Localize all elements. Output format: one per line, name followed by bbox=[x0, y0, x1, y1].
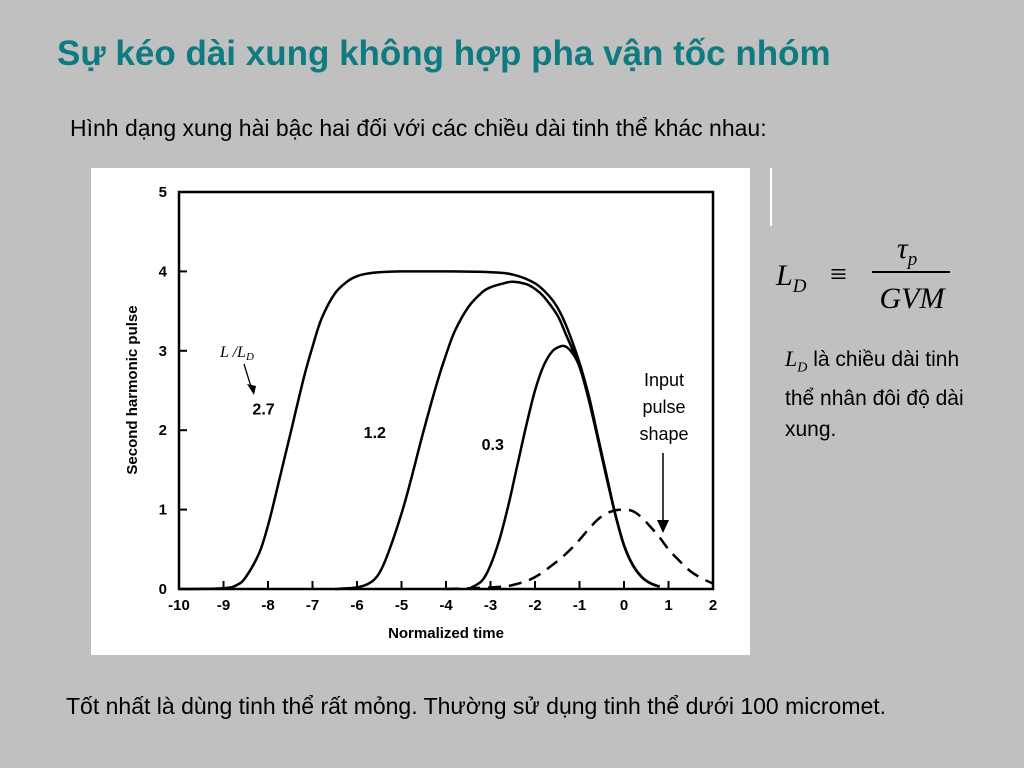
legend-title bbox=[219, 344, 254, 363]
divider-line bbox=[770, 168, 772, 226]
formula-lhs: L bbox=[776, 259, 793, 292]
input-pulse-arrow bbox=[657, 453, 669, 533]
y-tick-label: 0 bbox=[158, 581, 167, 598]
series-label: 2.7 bbox=[252, 401, 275, 419]
formula-numerator: τ bbox=[897, 232, 908, 265]
x-tick-label: -7 bbox=[305, 597, 320, 614]
formula-numerator-sub: p bbox=[907, 249, 918, 270]
series-line-2-7 bbox=[179, 271, 660, 589]
x-tick-label: -3 bbox=[483, 597, 498, 614]
formula-denominator: GVM bbox=[879, 282, 945, 315]
formula-svg bbox=[770, 228, 970, 318]
ld-note bbox=[785, 343, 985, 445]
formula-operator: ≡ bbox=[830, 258, 847, 291]
x-axis-label: Normalized time bbox=[388, 625, 504, 642]
bottom-text: Tốt nhất là dùng tinh thể rất mỏng. Thường sử dụng tinh thể dưới 100 micromet. bbox=[66, 693, 887, 719]
formula-lhs-sub: D bbox=[792, 276, 807, 297]
x-tick-label: -4 bbox=[439, 597, 453, 614]
x-tick-label: -10 bbox=[168, 597, 190, 614]
y-tick-label: 3 bbox=[158, 342, 167, 360]
x-tick-label: -6 bbox=[350, 597, 364, 614]
series-line-input-pulse-shape bbox=[446, 510, 713, 589]
x-tick-label: 2 bbox=[708, 597, 718, 614]
input-label-line3: shape bbox=[639, 424, 689, 444]
note-symbol bbox=[785, 346, 808, 376]
chart bbox=[91, 168, 750, 655]
series-label: 0.3 bbox=[481, 437, 504, 455]
input-label-line2: pulse bbox=[642, 397, 686, 417]
note-symbol-sub: D bbox=[797, 360, 808, 376]
x-tick-label: -2 bbox=[528, 597, 542, 614]
svg-text:τp bbox=[897, 232, 917, 270]
y-tick-label: 5 bbox=[158, 184, 167, 201]
input-label-line1: Input bbox=[643, 370, 685, 390]
note-text: là chiều dài tinh thể nhân đôi độ dài xung. bbox=[785, 348, 964, 442]
x-tick-label: -5 bbox=[394, 597, 409, 614]
x-tick-label: 1 bbox=[664, 597, 673, 614]
formula bbox=[770, 228, 970, 318]
svg-text:LD bbox=[775, 259, 807, 297]
input-pulse-annotation bbox=[639, 370, 688, 444]
x-tick-label: -8 bbox=[261, 597, 275, 614]
x-tick-label: -9 bbox=[216, 597, 231, 614]
x-tick-label: 0 bbox=[619, 597, 629, 614]
series-line-0-3 bbox=[468, 346, 659, 589]
y-tick-label: 2 bbox=[158, 422, 167, 440]
series-label: 1.2 bbox=[363, 425, 386, 443]
legend-title-main: L /L bbox=[220, 344, 246, 361]
plot-frame bbox=[179, 192, 713, 589]
chart-figure bbox=[91, 168, 750, 655]
x-tick-label: -1 bbox=[572, 597, 587, 614]
y-tick-label: 1 bbox=[158, 501, 167, 519]
y-tick-label: 4 bbox=[158, 263, 167, 281]
legend-title-sub: D bbox=[245, 351, 254, 363]
y-axis-label: Second harmonic pulse bbox=[124, 305, 141, 475]
subtitle: Hình dạng xung hài bậc hai đối với các chiều dài tinh thể khác nhau: bbox=[70, 115, 767, 141]
page-title: Sự kéo dài xung không hợp pha vận tốc nhóm bbox=[57, 34, 831, 73]
legend-arrow bbox=[244, 364, 256, 395]
note-symbol-main: L bbox=[785, 346, 798, 371]
